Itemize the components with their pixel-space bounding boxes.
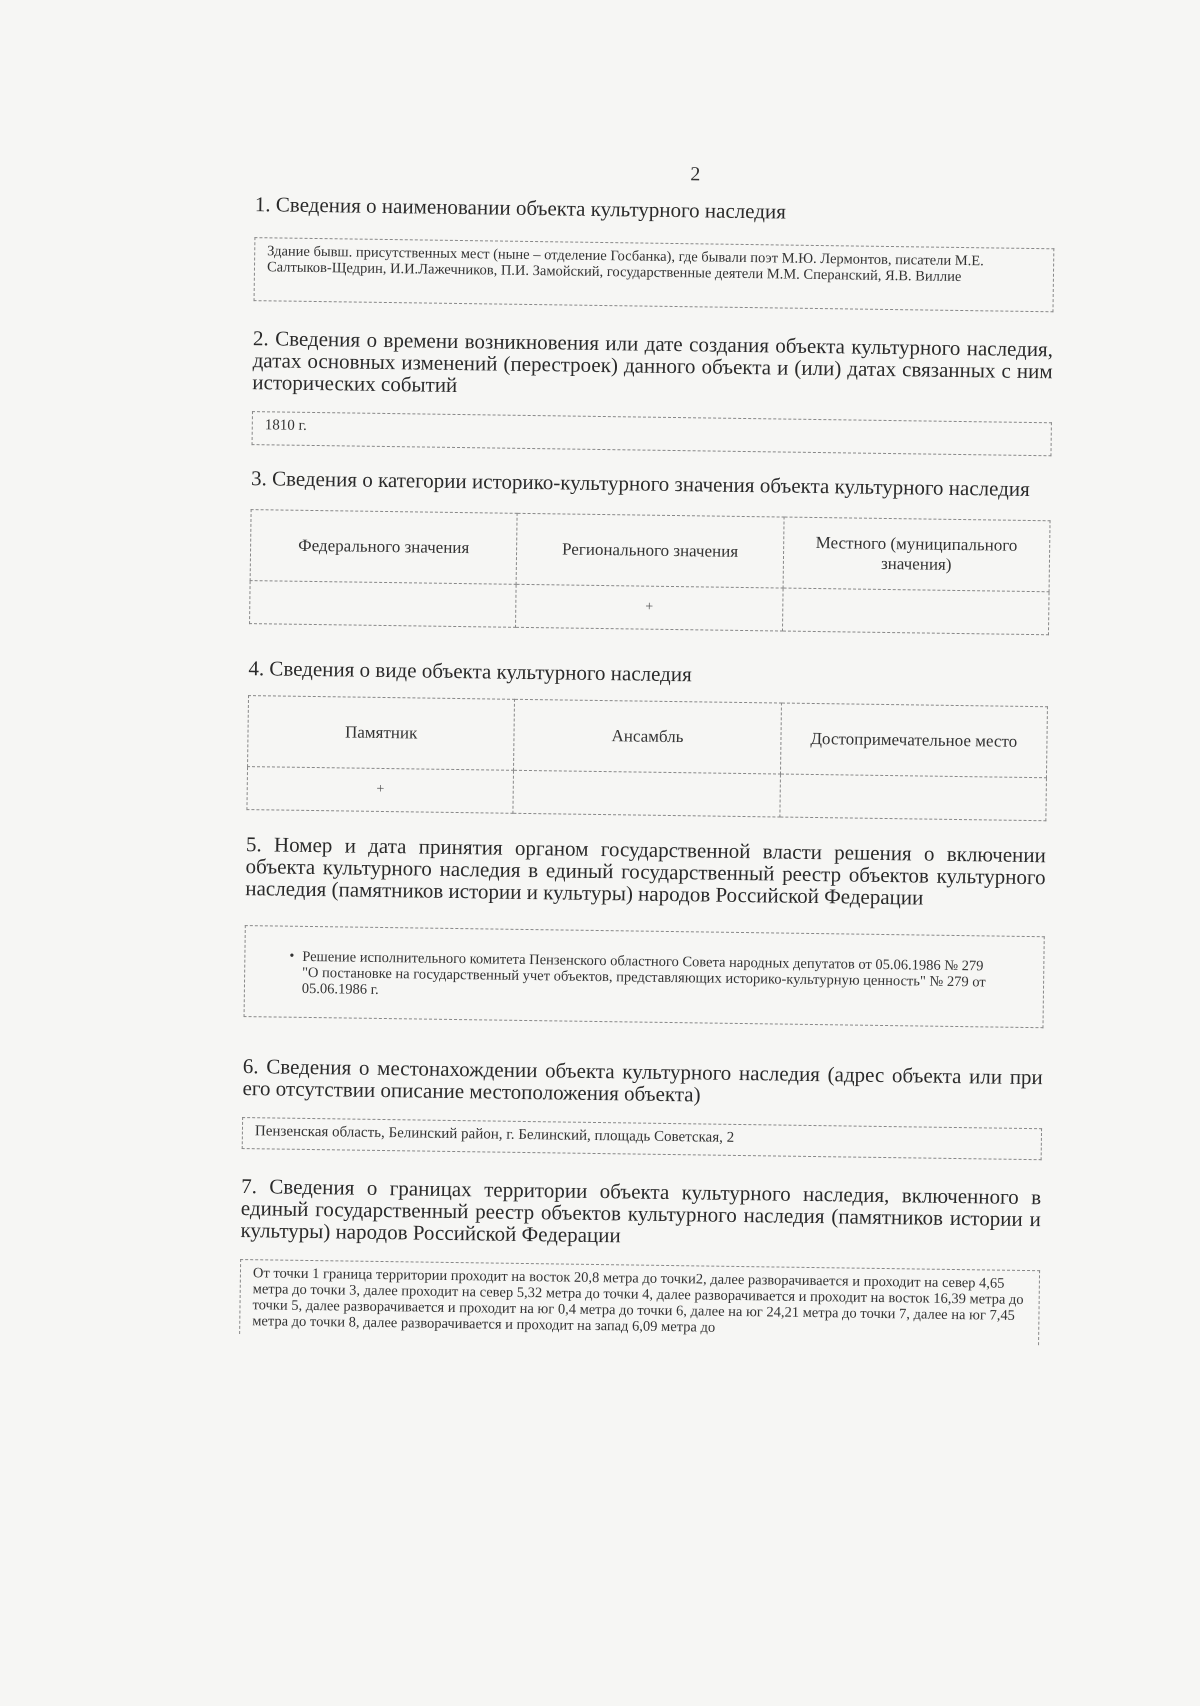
category-local-value — [782, 588, 1049, 635]
type-landmark-header: Достопримечательное место — [780, 703, 1047, 778]
bullet-icon: • — [289, 948, 295, 964]
type-monument-header: Памятник — [248, 696, 515, 771]
section-name — [254, 193, 1055, 312]
section-category — [249, 467, 1051, 635]
type-monument-value: + — [247, 767, 514, 814]
section-location — [242, 1055, 1043, 1160]
category-regional-header: Регионального значения — [516, 513, 783, 588]
boundaries-box: От точки 1 граница территории проходит на восток 20,8 метра до точки2, далее разворачивается и проходит на север 4,65 метра до точки 3, далее проходит на север 5,32 метра до точки 4, далее разворачивается и проходит на восток 16,39 метра до точки 5, далее разворачивается и проходит на юг 0,4 метра до точки 6, далее на юг 24,21 метра до точки 7, далее на юг 7,45 метра до точки 8, далее разворачивается и проходит на запад 6,09 метра до — [239, 1259, 1040, 1345]
category-local-header: Местного (муниципального значения) — [783, 517, 1050, 592]
address-box: Пензенская область, Белинский район, г. Белинский, площадь Советская, 2 — [242, 1117, 1042, 1160]
type-landmark-value — [780, 774, 1047, 821]
type-table — [246, 695, 1048, 821]
decision-text: Решение исполнительного комитета Пензенского областного Совета народных депутатов от 05.06.1986 № 279 "О постановке на государственный учет объектов, представляющих историко-культурную ценность" № 279 от 05.06.1986 г. — [301, 948, 986, 998]
type-ensemble-value — [513, 770, 780, 817]
category-federal-header: Федерального значения — [250, 510, 517, 585]
section-7-heading: 7. Сведения о границах территории объекта культурного наследия, включенного в единый государственный реестр объектов культурного наследия (памятников истории и культуры) народов Российской Федерации — [240, 1174, 1042, 1248]
category-federal-value — [250, 581, 517, 628]
section-6-heading: 6. Сведения о местонахождении объекта культурного наследия (адрес объекта или при его отсутствии описание местоположения объекта) — [242, 1054, 1043, 1107]
creation-date-box: 1810 г. — [252, 411, 1052, 456]
type-ensemble-header: Ансамбль — [514, 699, 781, 774]
section-registry-decision — [244, 833, 1046, 1028]
section-4-heading: 4. Сведения о виде объекта культурного наследия — [248, 656, 692, 687]
section-1-heading: 1. Сведения о наименовании объекта культурного наследия — [254, 192, 787, 224]
decision-list-item — [289, 949, 1004, 1007]
section-type — [246, 657, 1048, 821]
object-name-box: Здание бывш. присутственных мест (ныне – отделение Госбанка), где бывали поэт М.Ю. Лермонтов, писатели М.Е. Салтыков-Щедрин, И.И.Лажечников, П.И. Замойский, государственные деятели М.М. Сперанский, Я.В. Виллие — [254, 237, 1055, 312]
section-5-heading: 5. Номер и дата принятия органом государственной власти решения о включении объекта культурного наследия в единый государственный реестр объектов культурного наследия (памятников истории и культуры) народов Российской Федерации — [245, 832, 1047, 910]
section-2-heading: 2. Сведения о времени возникновения или дате создания объекта культурного наследия, датах основных изменений (перестроек) данного объекта и (или) датах связанных с ним исторических событий — [252, 326, 1054, 397]
registry-decision-box — [244, 925, 1045, 1028]
section-dates — [252, 327, 1054, 456]
section-3-heading: 3. Сведения о категории историко-культурного значения объекта культурного наследия — [250, 466, 1030, 501]
section-boundaries — [239, 1175, 1041, 1345]
category-regional-value: + — [516, 584, 783, 631]
category-table — [249, 509, 1051, 635]
page-number: 2 — [690, 163, 701, 186]
